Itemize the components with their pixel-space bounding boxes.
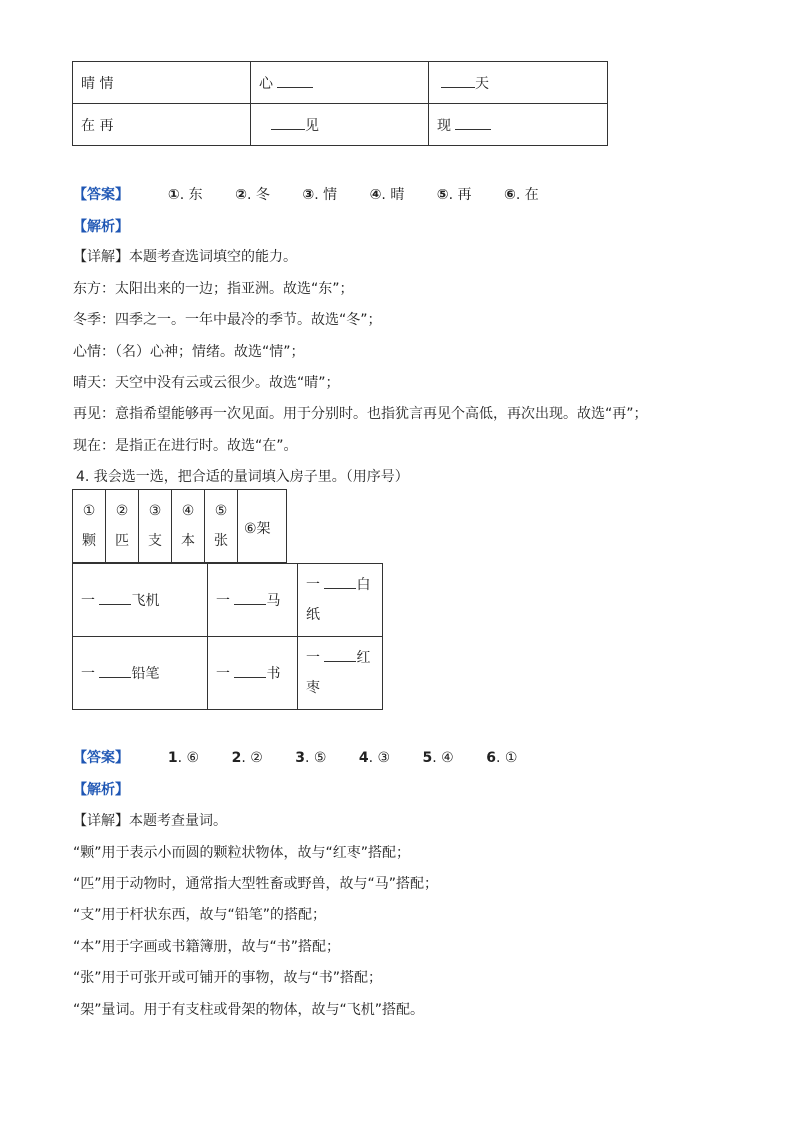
answer-tag: 【答案】 — [73, 750, 129, 766]
analysis-line: “本”用于字画或书籍簿册，故与“书”搭配； — [73, 939, 341, 955]
answer-item: ⑥. 在 — [504, 187, 539, 203]
option-cell: ② 匹 — [106, 490, 139, 563]
analysis-line: 现在：是指正在进行时。故选“在”。 — [73, 438, 298, 454]
fill-cell[interactable]: 一 书 — [208, 637, 298, 710]
table-row — [73, 637, 383, 710]
blank[interactable] — [324, 647, 356, 662]
blank[interactable] — [455, 115, 491, 130]
fill-cell[interactable]: 一 红 枣 — [298, 637, 383, 710]
blank[interactable] — [99, 663, 131, 678]
table-row — [73, 62, 608, 104]
analysis-line: “颗”用于表示小而圆的颗粒状物体，故与“红枣”搭配； — [73, 845, 411, 861]
option-cell: ③ 支 — [139, 490, 172, 563]
answer-item: 2. ② — [231, 750, 263, 766]
fill-cell[interactable]: 一 马 — [208, 564, 298, 637]
option-cell: ④ 本 — [172, 490, 205, 563]
answer-item: ⑤. 再 — [436, 187, 472, 203]
analysis-tag: 【解析】 — [73, 219, 129, 235]
analysis-line: “支”用于杆状东西，故与“铅笔”的搭配； — [73, 907, 327, 923]
answer-line-1 — [73, 184, 567, 204]
fill-cell[interactable]: 一 白 纸 — [298, 564, 383, 637]
answer-item: ①. 东 — [167, 187, 203, 203]
question-title: 4. 我会选一选，把合适的量词填入房子里。（用序号） — [76, 469, 409, 485]
answer-item: 5. ④ — [422, 750, 454, 766]
fill-cell[interactable]: 心 — [251, 62, 429, 104]
analysis-line: 冬季：四季之一。一年中最冷的季节。故选“冬”； — [73, 312, 382, 328]
fill-cell[interactable]: 天 — [429, 62, 608, 104]
option-cell: ⑤ 张 — [205, 490, 238, 563]
word-choice-table — [72, 61, 608, 146]
answer-line-2 — [73, 747, 545, 767]
analysis-line: 【详解】本题考查选词填空的能力。 — [73, 249, 297, 265]
table-cell: 在 再 — [73, 104, 251, 146]
fill-cell[interactable]: 见 — [251, 104, 429, 146]
option-cell: ① 颗 — [73, 490, 106, 563]
blank[interactable] — [441, 73, 475, 88]
answer-item: ③. 情 — [302, 187, 338, 203]
analysis-line: “匹”用于动物时，通常指大型牲畜或野兽，故与“马”搭配； — [73, 876, 439, 892]
blank[interactable] — [234, 590, 266, 605]
answer-item: ②. 冬 — [235, 187, 270, 203]
table-row — [73, 564, 383, 637]
blank[interactable] — [99, 590, 131, 605]
fill-cell[interactable]: 一 铅笔 — [73, 637, 208, 710]
analysis-line: 【详解】本题考查量词。 — [73, 813, 227, 829]
fill-cell[interactable]: 一 飞机 — [73, 564, 208, 637]
option-cell: ⑥架 — [238, 490, 287, 563]
blank[interactable] — [234, 663, 266, 678]
analysis-line: “架”量词。用于有支柱或骨架的物体，故与“飞机”搭配。 — [73, 1002, 425, 1018]
table-row — [73, 104, 608, 146]
analysis-line: 东方：太阳出来的一边；指亚洲。故选“东”； — [73, 281, 354, 297]
answer-item: 4. ③ — [358, 750, 391, 766]
answer-tag: 【答案】 — [73, 187, 129, 203]
answer-item: 3. ⑤ — [295, 750, 327, 766]
blank[interactable] — [271, 115, 305, 130]
analysis-line: 晴天：天空中没有云或云很少。故选“晴”； — [73, 375, 340, 391]
analysis-line: 心情：（名）心神；情绪。故选“情”； — [73, 344, 305, 360]
blank[interactable] — [277, 73, 313, 88]
blank[interactable] — [324, 574, 356, 589]
analysis-tag: 【解析】 — [73, 782, 129, 798]
answer-item: 1. ⑥ — [167, 750, 200, 766]
analysis-line: “张”用于可张开或可铺开的事物，故与“书”搭配； — [73, 970, 383, 986]
measure-word-fill-table — [72, 563, 383, 710]
answer-item: ④. 晴 — [369, 187, 405, 203]
measure-word-options — [72, 489, 287, 563]
table-cell: 晴 情 — [73, 62, 251, 104]
answer-item: 6. ① — [486, 750, 518, 766]
options-row — [73, 490, 287, 563]
fill-cell[interactable]: 现 — [429, 104, 608, 146]
analysis-line: 再见：意指希望能够再一次见面。用于分别时。也指犹言再见个高低，再次出现。故选“再”； — [73, 406, 648, 422]
